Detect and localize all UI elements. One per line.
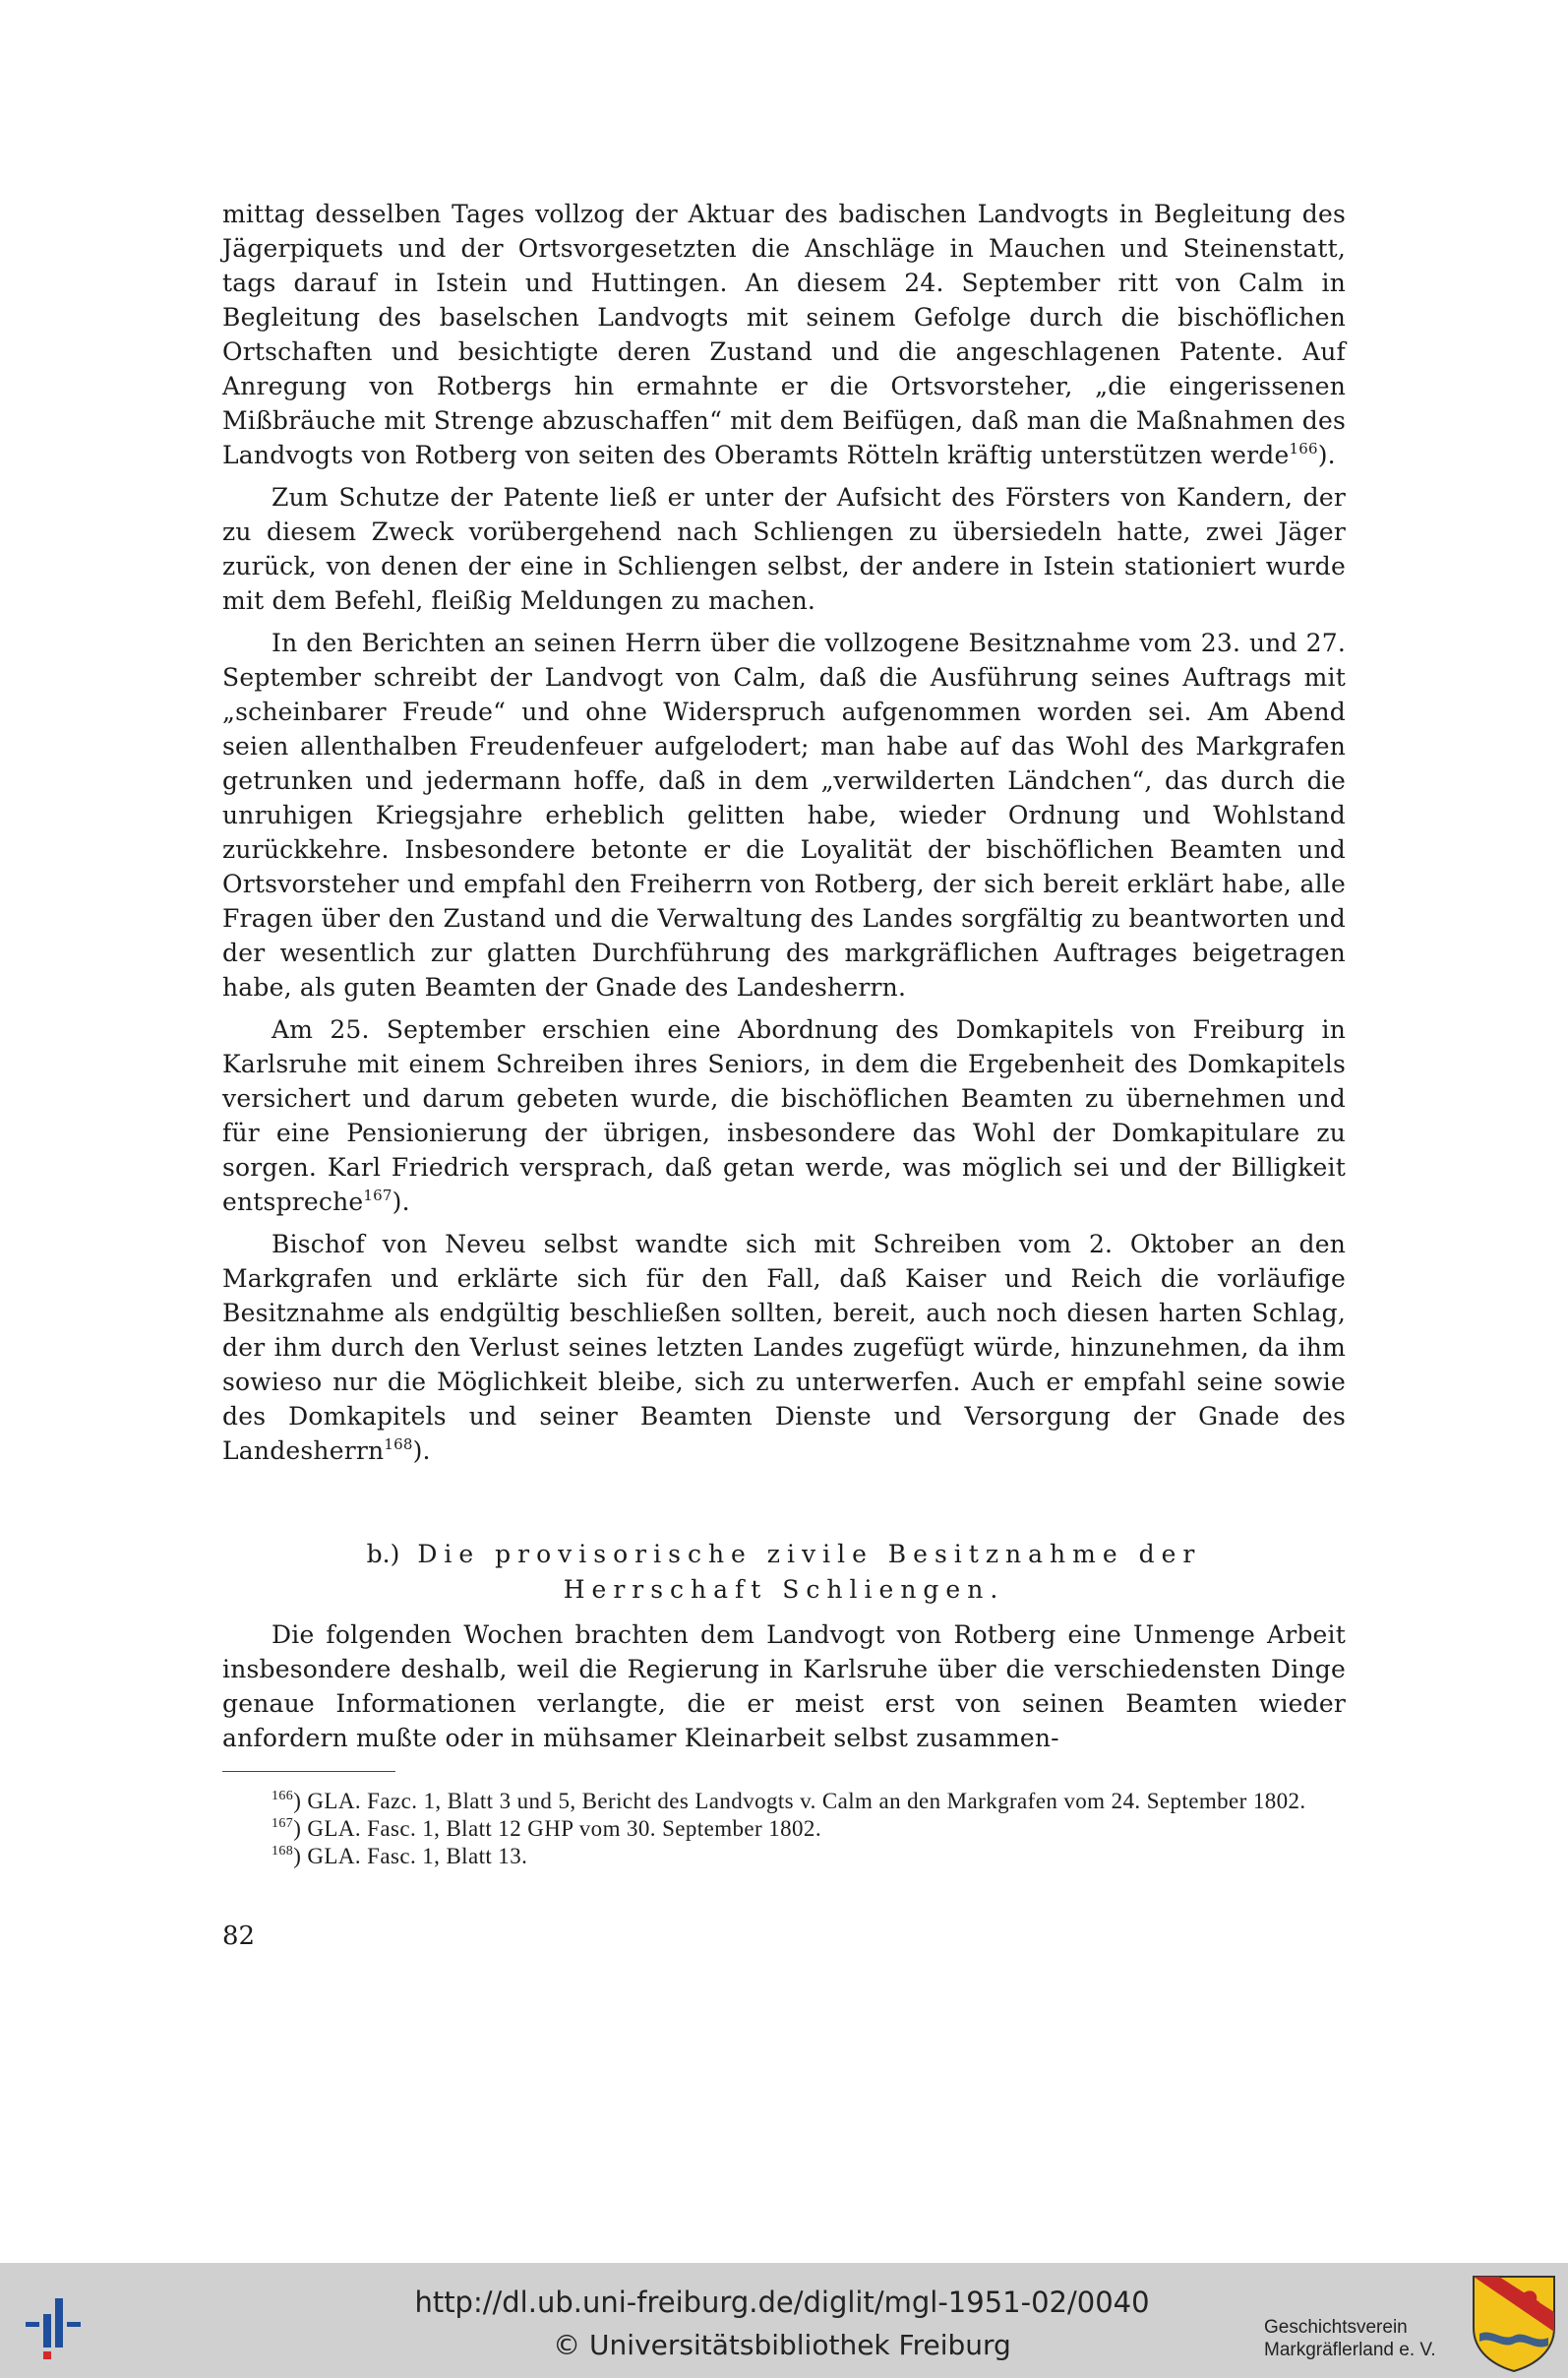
- page-number: 82: [222, 1921, 256, 1951]
- footnote-ref-166: 166: [1289, 440, 1318, 457]
- footer-url-link[interactable]: http://dl.ub.uni-freiburg.de/diglit/mgl-1951-02/0040: [414, 2286, 1150, 2319]
- paragraph-6: Die folgenden Wochen brachten dem Landvogt von Rotberg eine Unmenge Arbeit insbesondere deshalb, weil die Regierung in Karlsruhe über die verschiedensten Dinge genaue Informationen verlangte, die er meist erst von seinen Beamten wieder anfordern mußte oder in mühsamer Kleinarbeit selbst zusammen-: [222, 1620, 1346, 1752]
- footer-society-name: [1264, 2316, 1461, 2361]
- paragraph-5: Bischof von Neveu selbst wandte sich mit Schreiben vom 2. Oktober an den Markgrafen und erklärte sich für den Fall, daß Kaiser und Reich die vorläufige Besitznahme als endgültig beschließen sollten, bereit, auch noch diesen harten Schlag, der ihm durch den Verlust seines letzten Landes zugefügt würde, hinzunehmen, da ihm sowieso nur die Möglichkeit bleibe, sich zu unterwerfen. Auch er empfahl seine sowie des Domkapitels und seiner Beamten Dienste und Versorgung der Gnade des Landesherrn$^{168}$).: [222, 1230, 1346, 1465]
- footnote-167: $^{167}$) GLA. Fasc. 1, Blatt 12 GHP vom 30. September 1802.: [271, 1816, 821, 1841]
- section-marker: b.): [366, 1540, 400, 1568]
- section-title-line-2: Herrschaft Schliengen.: [563, 1575, 1005, 1604]
- footnote-ref-168: 168: [384, 1435, 413, 1453]
- section-heading: [222, 1537, 1346, 1608]
- society-crest-icon[interactable]: [1470, 2273, 1558, 2373]
- society-line-2: Markgräflerland e. V.: [1264, 2340, 1436, 2360]
- footer-copyright: © Universitätsbibliothek Freiburg: [553, 2329, 1011, 2361]
- footnote-divider: [222, 1771, 395, 1772]
- society-line-1: Geschichtsverein: [1264, 2317, 1408, 2338]
- main-text: [222, 197, 1346, 1953]
- paragraph-1: mittag desselben Tages vollzog der Aktuar des badischen Landvogts in Begleitung des Jägerpiquets und der Ortsvorgesetzten die Anschläge in Mauchen und Steinenstatt, tags darauf in Istein und Huttingen. An diesem 24. September ritt von Calm in Begleitung des baselschen Landvogts mit seinem Gefolge durch die bischöflichen Ortschaften und besichtigte deren Zustand und die angeschlagenen Patente. Auf Anregung von Rotbergs hin ermahnte er die Ortsvorsteher, „die eingerissenen Mißbräuche mit Strenge abzuschaffen“ mit dem Beifügen, daß man die Maßnahmen des Landvogts von Rotberg von seiten des Oberamts Rötteln kräftig unterstützen werde$^{166}$).: [222, 200, 1346, 469]
- ub-freiburg-logo-icon[interactable]: [20, 2285, 96, 2363]
- paragraph-2: Zum Schutze der Patente ließ er unter der Aufsicht des Försters von Kandern, der zu diesem Zweck vorübergehend nach Schliengen zu übersiedeln hatte, zwei Jäger zurück, von denen der eine in Schliengen selbst, der andere in Istein stationiert wurde mit dem Befehl, fleißig Meldungen zu machen.: [222, 483, 1346, 615]
- footnote-166: $^{166}$) GLA. Fazc. 1, Blatt 3 und 5, Bericht des Landvogts v. Calm an den Markgrafen vom 24. September 1802.: [271, 1789, 1306, 1813]
- footnote-ref-167: 167: [363, 1187, 392, 1204]
- paragraph-3: In den Berichten an seinen Herrn über die vollzogene Besitznahme vom 23. und 27. September schreibt der Landvogt von Calm, daß die Ausführung seines Auftrags mit „scheinbarer Freude“ und ohne Widerspruch aufgenommen worden sei. Am Abend seien allenthalben Freudenfeuer aufgelodert; man habe auf das Wohl des Markgrafen getrunken und jedermann hoffe, daß in dem „verwilderten Ländchen“, das durch die unruhigen Kriegsjahre erheblich gelitten habe, wieder Ordnung und Wohlstand zurückkehre. Insbesondere betonte er die Loyalität der bischöflichen Beamten und Ortsvorsteher und empfahl den Freiherrn von Rotberg, der sich bereit erklärt habe, alle Fragen über den Zustand und die Verwaltung des Landes sorgfältig zu beantworten und der wesentlich zur glatten Durchführung des markgräflichen Auftrages beigetragen habe, als guten Beamten der Gnade des Landesherrn.: [222, 629, 1346, 1002]
- footnote-168: $^{168}$) GLA. Fasc. 1, Blatt 13.: [271, 1844, 528, 1868]
- paragraph-4: Am 25. September erschien eine Abordnung des Domkapitels von Freiburg in Karlsruhe mit einem Schreiben ihres Seniors, in dem die Ergebenheit des Domkapitels versichert und darum gebeten wurde, die bischöflichen Beamten zu übernehmen und für eine Pensionierung der übrigen, insbesondere das Wohl der Domkapitulare zu sorgen. Karl Friedrich versprach, daß getan werde, was möglich sei und der Billigkeit entspreche$^{167}$).: [222, 1015, 1346, 1216]
- footer-bar: [0, 2263, 1568, 2378]
- section-title-line-1: Die provisorische zivile Besitznahme der: [417, 1540, 1202, 1568]
